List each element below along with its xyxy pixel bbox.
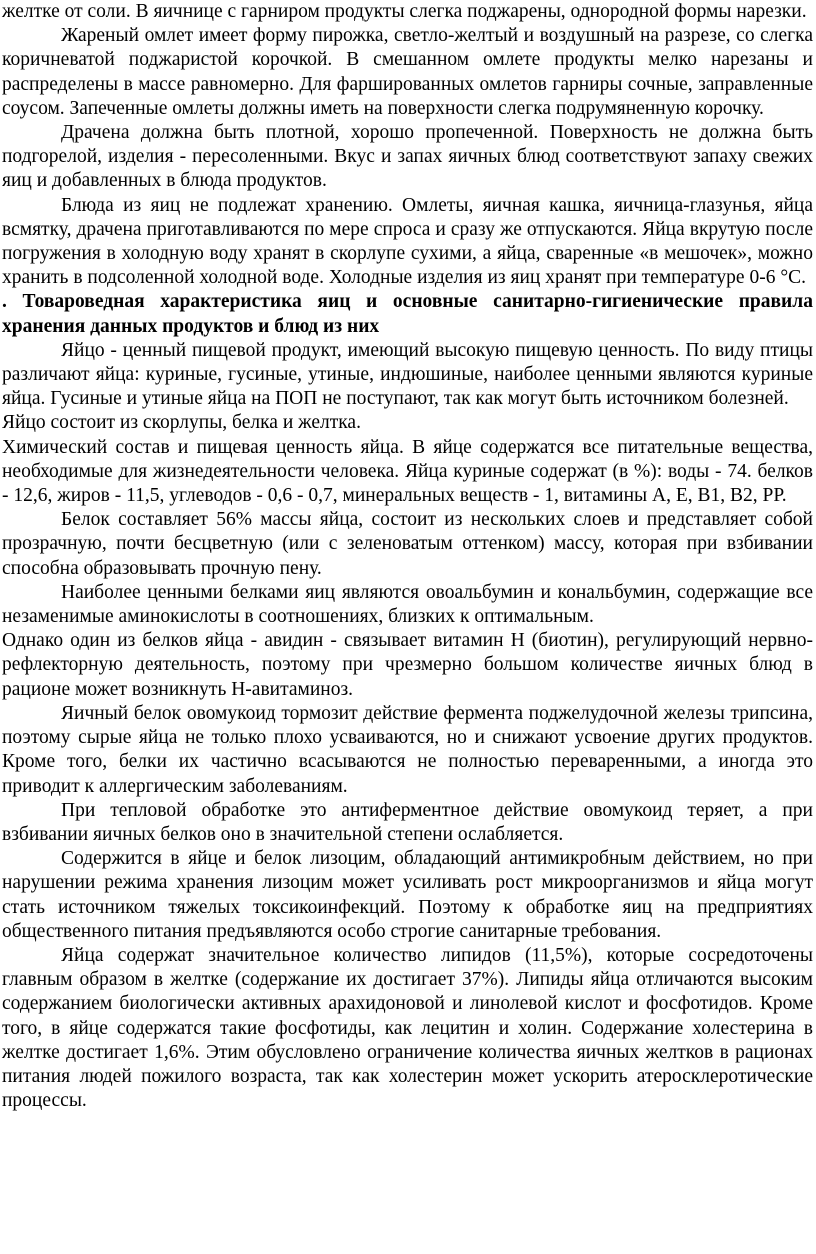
paragraph-chemical-composition: Химический состав и пищевая ценность яйца. В яйце содержатся все питательные вещества, необходимые для жизнедеятельности человека. Яйца куриные содержат (в %): воды - 74. белков - 12,6, жиров - 11,5, углеводов - 0,6 - 0,7, минеральных веществ - 1, витамины А, Е, В1, В2, РР. (2, 436, 813, 507)
paragraph-storage: Блюда из яиц не подлежат хранению. Омлеты, яичная кашка, яичница-глазунья, яйца всмятку, драчена приготавливаются по мере спроса и сразу же отпускаются. Яйца вкрутую после погружения в холодную воду хранят в скорлупе сухими, а яйца, сваренные «в мешочек», можно хранить в подсоленной холодной воде. Холодные изделия из яиц хранят при температуре 0-6 °С. (2, 194, 813, 289)
paragraph-ovomucoid: Яичный белок овомукоид тормозит действие фермента поджелудочной железы трипсина, поэтому сырые яйца не только плохо усваиваются, но и снижают усвоение других продуктов. Кроме того, белки их частично всасываются не полностью переваренными, а иногда это приводит к аллергическим заболеваниям. (2, 702, 813, 797)
paragraph-egg-structure: Яйцо состоит из скорлупы, белка и желтка. (2, 412, 361, 434)
paragraph-fried-omelet: Жареный омлет имеет форму пирожка, светло-желтый и воздушный на разрезе, со слегка коричневатой поджаристой корочкой. В смешанном омлете продукты мелко нарезаны и распределены в массе равномерно. Для фаршированных омлетов гарниры сочные, заправленные соусом. Запеченные омлеты должны иметь на поверхности слегка подрумяненную корочку. (2, 25, 813, 119)
paragraph-egg-white: Белок составляет 56% массы яйца, состоит из нескольких слоев и представляет собой прозрачную, почти бесцветную (или с зеленоватым оттенком) массу, которая при взбивании способна образовывать прочную пену. (2, 509, 813, 579)
paragraph-heat-treatment: При тепловой обработке это антиферментное действие овомукоид теряет, а при взбивании яичных белков оно в значительной степени ослабляется. (2, 799, 813, 845)
paragraph-drachena: Драчена должна быть плотной, хорошо пропеченной. Поверхность не должна быть подгорелой, изделия - пересоленными. Вкус и запах яичных блюд соответствуют запаху свежих яиц и добавленных в блюда продуктов. (2, 122, 813, 192)
paragraph-egg-dish-garnish: желтке от соли. В яичнице с гарниром продукты слегка поджарены, однородной формы нарезки. (2, 1, 807, 22)
paragraph-egg-value: Яйцо - ценный пищевой продукт, имеющий высокую пищевую ценность. По виду птицы различают яйца: куриные, гусиные, утиные, индюшиные, наиболее ценными являются куриные яйца. Гусиные и утиные яйца на ПОП не поступают, так как могут быть источником болезней. (2, 339, 813, 410)
paragraph-lysozyme: Содержится в яйце и белок лизоцим, обладающий антимикробным действием, но при нарушении режима хранения лизоцим может усиливать рост микроорганизмов и яйца могут стать источником тяжелых токсикоинфекций. Поэтому к обработке яиц на предприятиях общественного питания предъявляются особо строгие санитарные требования. (2, 848, 813, 942)
paragraph-avidin: Однако один из белков яйца - авидин - связывает витамин Н (биотин), регулирующий нервно-рефлекторную деятельность, поэтому при чрезмерно большом количестве яичных блюд в рационе может возникнуть Н-авитаминоз. (2, 630, 813, 700)
paragraph-lipids: Яйца содержат значительное количество липидов (11,5%), которые сосредоточены главным образом в желтке (содержание их достигает 37%). Липиды яйца отличаются высоким содержанием биологически активных арахидоновой и линолевой кислот и фосфотидов. Кроме того, в яйце содержатся такие фосфотиды, как лецитин и холин. Содержание холестерина в желтке достигает 1,6%. Этим обусловлено ограничение количества яичных желтков в рационах питания людей пожилого возраста, так как холестерин может ускорить атеросклеротические процессы. (2, 944, 813, 1112)
section-heading: . Товароведная характеристика яиц и основные санитарно-гигиенические правила хранения данных продуктов и блюд из них (2, 291, 813, 337)
paragraph-valuable-proteins: Наиболее ценными белками яиц являются овоальбумин и кональбумин, содержащие все незаменимые аминокислоты в соотношениях, близких к оптимальным. (2, 581, 813, 628)
